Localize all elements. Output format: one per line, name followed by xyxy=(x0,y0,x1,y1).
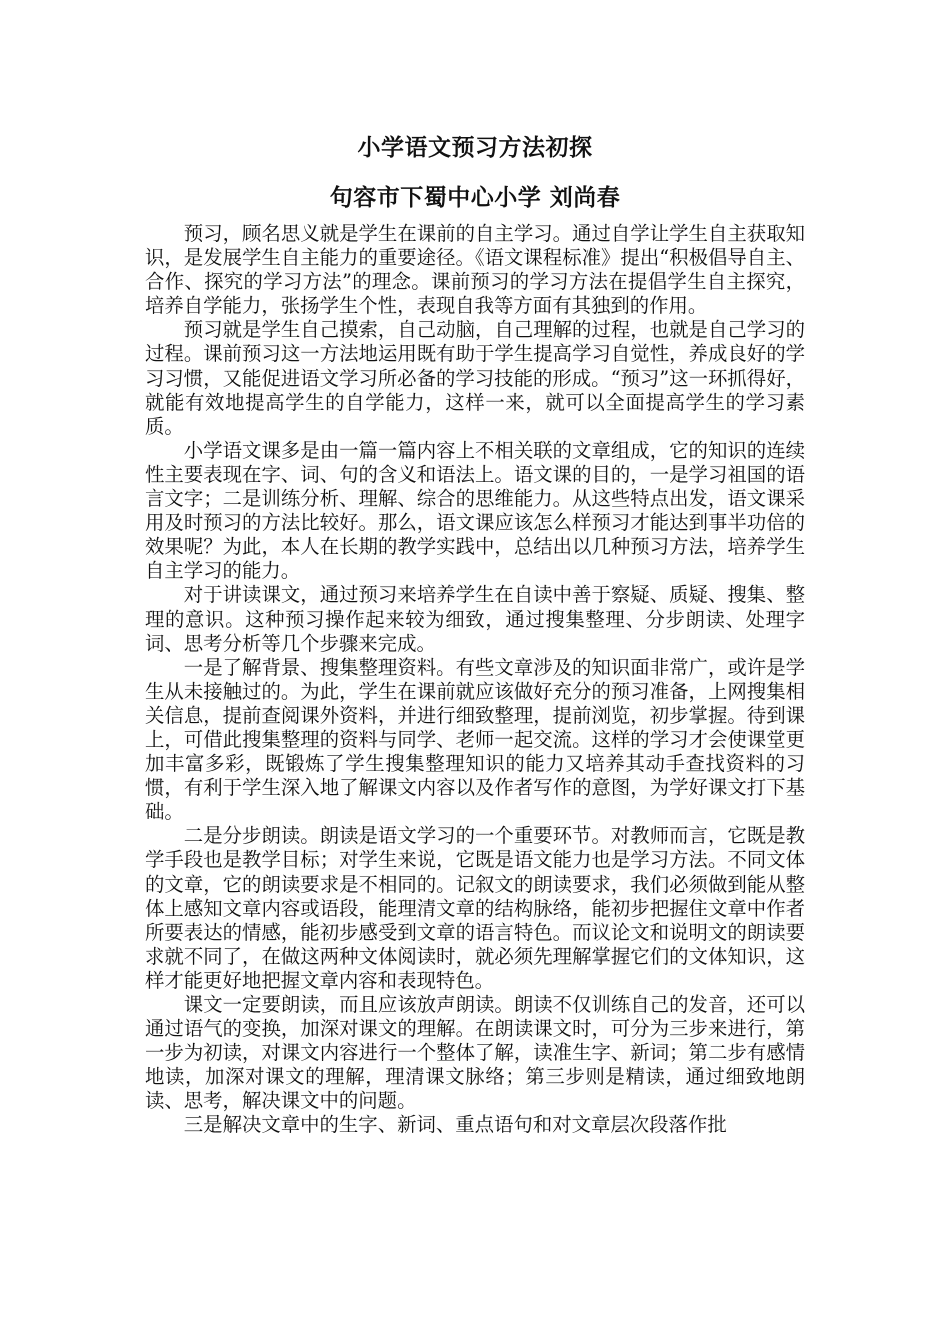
paragraph-4: 对于讲读课文，通过预习来培养学生在自读中善于察疑、质疑、搜集、整理的意识。这种预习操作起来较为细致，通过搜集整理、分步朗读、处理字词、思考分析等几个步骤来完成。 xyxy=(145,583,805,655)
document-body xyxy=(145,222,805,1138)
document-title: 小学语文预习方法初探 xyxy=(357,135,593,161)
paragraph-5: 一是了解背景、搜集整理资料。有些文章涉及的知识面非常广，或许是学生从未接触过的。为此，学生在课前就应该做好充分的预习准备，上网搜集相关信息，提前查阅课外资料，并进行细致整理，提前浏览，初步掌握。待到课上，可借此搜集整理的资料与同学、老师一起交流。这样的学习才会使课堂更加丰富多彩，既锻炼了学生搜集整理知识的能力又培养其动手查找资料的习惯，有利于学生深入地了解课文内容以及作者写作的意图，为学好课文打下基础。 xyxy=(145,655,805,824)
paragraph-3: 小学语文课多是由一篇一篇内容上不相关联的文章组成，它的知识的连续性主要表现在字、词、句的含义和语法上。语文课的目的，一是学习祖国的语言文字；二是训练分析、理解、综合的思维能力。从这些特点出发，语文课采用及时预习的方法比较好。那么，语文课应该怎么样预习才能达到事半功倍的效果呢？为此，本人在长期的教学实践中，总结出以几种预习方法，培养学生自主学习的能力。 xyxy=(145,438,805,583)
paragraph-2: 预习就是学生自己摸索，自己动脑，自己理解的过程，也就是自己学习的过程。课前预习这一方法地运用既有助于学生提高学习自觉性，养成良好的学习习惯，又能促进语文学习所必备的学习技能的形成。“预习”这一环抓得好，就能有效地提高学生的自学能力，这样一来，就可以全面提高学生的学习素质。 xyxy=(145,318,805,438)
paragraph-1: 预习，顾名思义就是学生在课前的自主学习。通过自学让学生自主获取知识，是发展学生自主能力的重要途径。《语文课程标准》提出“积极倡导自主、合作、探究的学习方法”的理念。课前预习的学习方法在提倡学生自主探究，培养自学能力，张扬学生个性，表现自我等方面有其独到的作用。 xyxy=(145,222,805,318)
paragraph-6: 二是分步朗读。朗读是语文学习的一个重要环节。对教师而言，它既是教学手段也是教学目标；对学生来说，它既是语文能力也是学习方法。不同文体的文章，它的朗读要求是不相同的。记叙文的朗读要求，我们必须做到能从整体上感知文章内容或语段，能理清文章的结构脉络，能初步把握住文章中作者所要表达的情感，能初步感受到文章的语言特色。而议论文和说明文的朗读要求就不同了，在做这两种文体阅读时，就必须先理解掌握它们的文体知识，这样才能更好地把握文章内容和表现特色。 xyxy=(145,824,805,992)
paragraph-7: 课文一定要朗读，而且应该放声朗读。朗读不仅训练自己的发音，还可以通过语气的变换，加深对课文的理解。在朗读课文时，可分为三步来进行，第一步为初读，对课文内容进行一个整体了解，读准生字、新词；第二步有感情地读，加深对课文的理解，理清课文脉络；第三步则是精读，通过细致地朗读、思考，解决课文中的问题。 xyxy=(145,993,805,1113)
author-line: 句容市下蜀中心小学 刘尚春 xyxy=(329,185,621,211)
paragraph-8: 三是解决文章中的生字、新词、重点语句和对文章层次段落作批 xyxy=(183,1113,727,1137)
